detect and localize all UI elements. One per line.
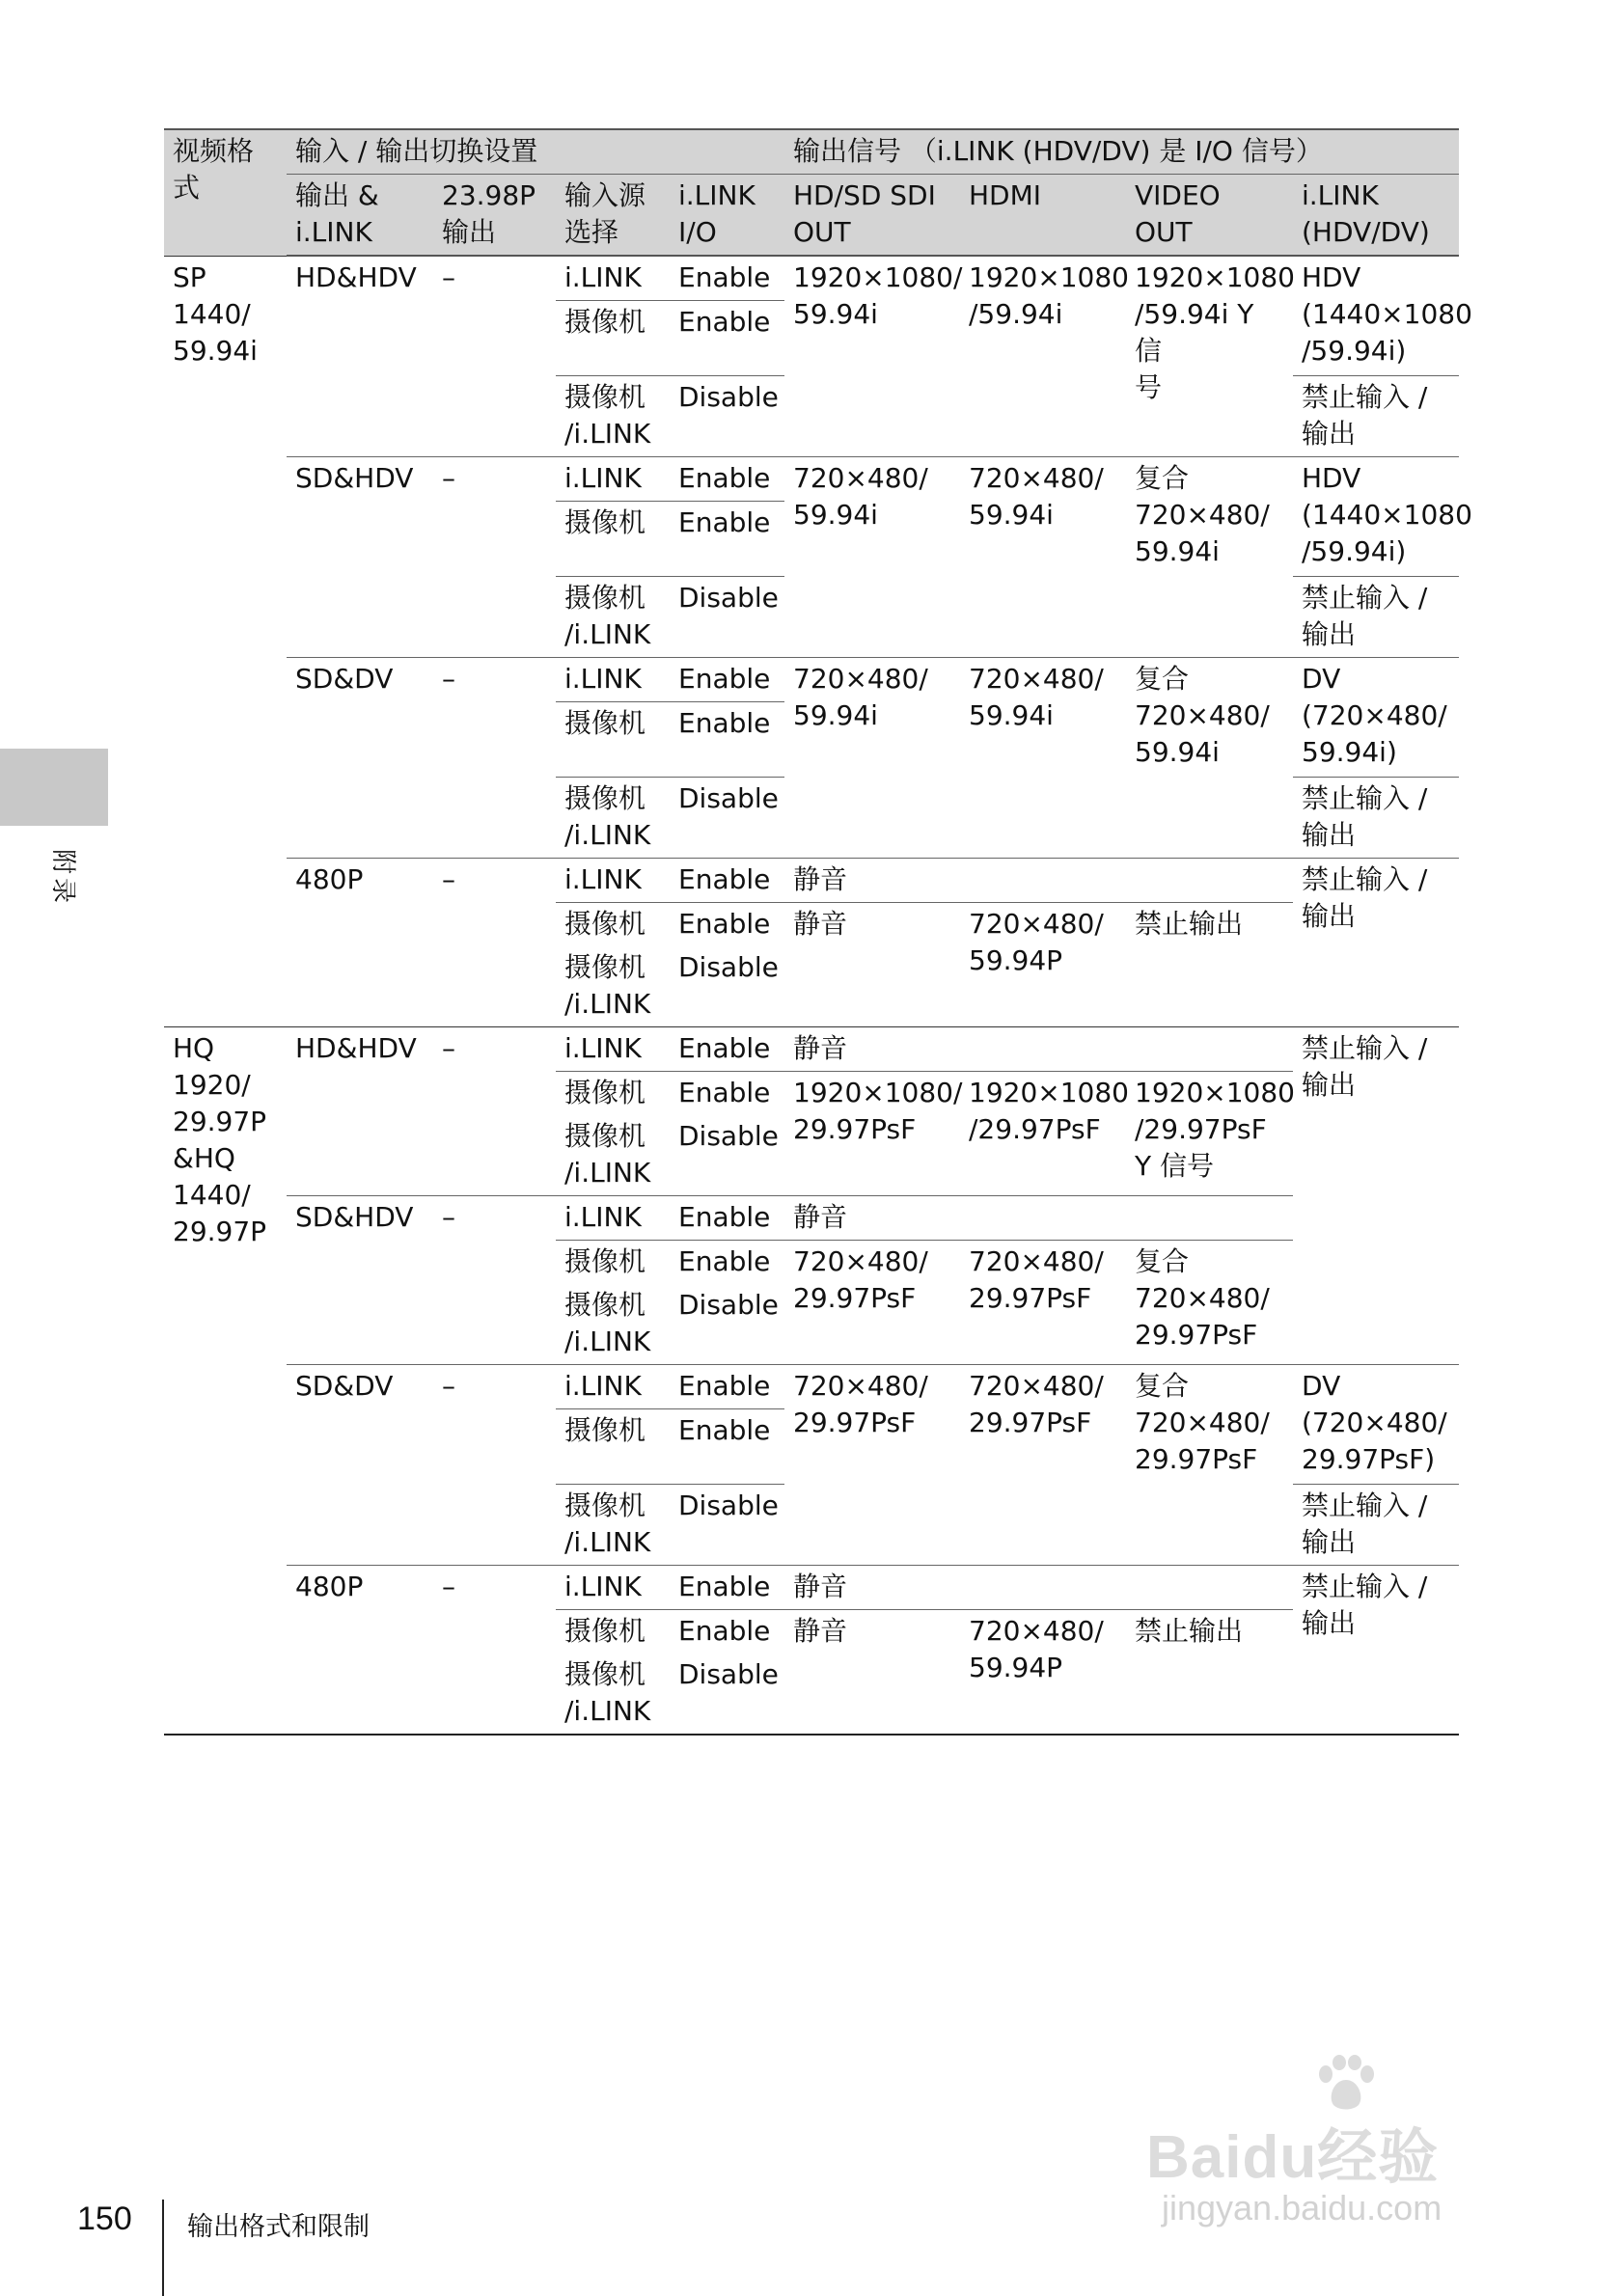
io-cell: Disable: [670, 577, 784, 658]
io-cell: Enable: [670, 1409, 784, 1485]
source-cell: i.LINK: [556, 1196, 670, 1241]
io-cell: Disable: [670, 376, 784, 457]
page-number: 150: [77, 2200, 132, 2237]
header-io-switch: 输入 / 输出切换设置: [287, 129, 784, 175]
io-cell: Disable: [678, 1120, 779, 1152]
source-cell: 摄像机: [556, 502, 670, 577]
io-cell: Enable: [670, 1196, 784, 1241]
source-cell: i.LINK: [556, 1365, 670, 1409]
paw-icon: [1312, 2055, 1380, 2113]
mute-cell: 静音: [784, 859, 1293, 903]
sdi-cell: 静音: [784, 903, 960, 1027]
source-cell: 摄像机: [556, 1072, 670, 1116]
video-out-cell: 复合 720×480/ 29.97PsF: [1126, 1241, 1293, 1365]
header-ilink-io: i.LINK I/O: [670, 175, 784, 257]
footer-divider: [162, 2200, 164, 2296]
ilink-cell: 禁止输入 / 输出: [1293, 1566, 1459, 1735]
sdi-cell: 1920×1080/ 59.94i: [784, 256, 960, 457]
mode-cell: SD&HDV: [287, 1196, 433, 1365]
io-cell: Disable: [678, 1289, 779, 1321]
source-cell: i.LINK: [556, 457, 670, 502]
io-cell: Enable: [670, 502, 784, 577]
io-cell: Enable: [670, 1072, 784, 1116]
mode-cell: SD&HDV: [287, 457, 433, 658]
mute-cell: 静音: [784, 1196, 1293, 1241]
source-cell: i.LINK: [556, 658, 670, 702]
p2398-cell: –: [433, 859, 556, 1027]
sdi-cell: 静音: [784, 1610, 960, 1735]
ilink-cell: HDV (1440×1080 /59.94i): [1293, 256, 1459, 376]
ilink-cell: DV (720×480/ 59.94i): [1293, 658, 1459, 778]
footer-title: 输出格式和限制: [187, 2212, 370, 2242]
sdi-cell: 720×480/ 59.94i: [784, 457, 960, 658]
sdi-cell: 1920×1080/ 29.97PsF: [784, 1072, 960, 1196]
video-out-cell: 复合 720×480/ 29.97PsF: [1126, 1365, 1293, 1566]
ilink-cell: 禁止输入 / 输出: [1293, 1027, 1459, 1365]
mode-cell: SD&DV: [287, 658, 433, 859]
source-cell: 摄像机: [556, 1610, 670, 1654]
io-cell: Enable: [670, 903, 784, 947]
p2398-cell: –: [433, 1027, 556, 1196]
watermark-url: jingyan.baidu.com: [1162, 2188, 1442, 2228]
p2398-cell: –: [433, 457, 556, 658]
p2398-cell: –: [433, 256, 556, 457]
io-cell: Enable: [670, 1566, 784, 1610]
header-output-signal: 输出信号 （i.LINK (HDV/DV) 是 I/O 信号）: [784, 129, 1459, 175]
hdmi-cell: 720×480/ 59.94i: [960, 457, 1126, 658]
source-cell: 摄像机: [556, 301, 670, 376]
hdmi-cell: 720×480/ 59.94i: [960, 658, 1126, 859]
output-format-table: [164, 128, 1472, 1734]
mute-cell: 静音: [784, 1027, 1293, 1072]
source-cell: 摄像机 /i.LINK: [564, 1120, 651, 1189]
mode-cell: HD&HDV: [287, 256, 433, 457]
sdi-cell: 720×480/ 29.97PsF: [784, 1365, 960, 1566]
io-cell: Enable: [670, 256, 784, 301]
source-cell: 摄像机: [556, 1409, 670, 1485]
io-cell: Enable: [670, 1365, 784, 1409]
p2398-cell: –: [433, 1566, 556, 1735]
video-out-cell: 禁止输出: [1126, 1610, 1293, 1735]
hdmi-cell: 1920×1080 /59.94i: [960, 256, 1126, 457]
io-cell: Disable: [670, 778, 784, 859]
sdi-cell: 720×480/ 59.94i: [784, 658, 960, 859]
io-cell: Disable: [670, 1485, 784, 1566]
header-hdmi: HDMI: [960, 175, 1126, 257]
format-hq: HQ 1920/ 29.97P &HQ 1440/ 29.97P: [164, 1027, 287, 1735]
format-sp: SP 1440/ 59.94i: [164, 256, 287, 1027]
ilink-cell: 禁止输入 / 输出: [1293, 376, 1459, 457]
video-out-cell: 复合 720×480/ 59.94i: [1126, 658, 1293, 859]
io-cell: Enable: [670, 859, 784, 903]
source-cell: i.LINK: [556, 1566, 670, 1610]
io-cell: Disable: [678, 1658, 779, 1690]
mode-cell: 480P: [287, 859, 433, 1027]
ilink-cell: 禁止输入 / 输出: [1293, 778, 1459, 859]
header-2398p-output: 23.98P 输出: [433, 175, 556, 257]
mute-cell: 静音: [784, 1566, 1293, 1610]
ilink-cell: DV (720×480/ 29.97PsF): [1293, 1365, 1459, 1485]
watermark-brand: Baidu经验: [1146, 2124, 1440, 2191]
p2398-cell: –: [433, 658, 556, 859]
header-output-ilink: 输出 & i.LINK: [287, 175, 433, 257]
io-cell: Disable: [678, 951, 779, 983]
source-cell: i.LINK: [556, 859, 670, 903]
io-cell: Enable: [670, 1241, 784, 1285]
section-tab-marker: [0, 749, 108, 826]
source-cell: i.LINK: [556, 256, 670, 301]
source-cell: 摄像机 /i.LINK: [556, 577, 670, 658]
source-cell: 摄像机 /i.LINK: [556, 376, 670, 457]
source-cell: 摄像机 /i.LINK: [564, 1658, 651, 1727]
video-out-cell: 禁止输出: [1126, 903, 1293, 1027]
mode-cell: SD&DV: [287, 1365, 433, 1566]
source-cell: 摄像机 /i.LINK: [556, 778, 670, 859]
source-cell: 摄像机 /i.LINK: [556, 1485, 670, 1566]
hdmi-cell: 720×480/ 59.94P: [960, 1610, 1126, 1735]
hdmi-cell: 720×480/ 59.94P: [960, 903, 1126, 1027]
hdmi-cell: 720×480/ 29.97PsF: [960, 1365, 1126, 1566]
source-cell: 摄像机 /i.LINK: [564, 951, 651, 1020]
io-cell: Enable: [670, 301, 784, 376]
mode-cell: HD&HDV: [287, 1027, 433, 1196]
source-cell: 摄像机 /i.LINK: [564, 1289, 651, 1357]
mode-cell: 480P: [287, 1566, 433, 1735]
header-sdi-out: HD/SD SDI OUT: [784, 175, 960, 257]
io-cell: Enable: [670, 702, 784, 778]
section-tab-label: 附录: [48, 849, 77, 908]
hdmi-cell: 1920×1080 /29.97PsF: [960, 1072, 1126, 1196]
sdi-cell: 720×480/ 29.97PsF: [784, 1241, 960, 1365]
ilink-cell: 禁止输入 / 输出: [1293, 1485, 1459, 1566]
baidu-watermark: [1137, 2055, 1542, 2267]
source-cell: i.LINK: [556, 1027, 670, 1072]
video-out-cell: 1920×1080 /29.97PsF Y 信号: [1126, 1072, 1293, 1196]
io-cell: Enable: [670, 658, 784, 702]
io-cell: Enable: [670, 1027, 784, 1072]
ilink-cell: 禁止输入 / 输出: [1293, 859, 1459, 1027]
source-cell: 摄像机: [556, 1241, 670, 1285]
video-out-cell: 复合 720×480/ 59.94i: [1126, 457, 1293, 658]
p2398-cell: –: [433, 1196, 556, 1365]
source-cell: 摄像机: [556, 903, 670, 947]
header-input-source: 输入源 选择: [556, 175, 670, 257]
ilink-cell: 禁止输入 / 输出: [1293, 577, 1459, 658]
source-cell: 摄像机: [556, 702, 670, 778]
video-out-cell: 1920×1080 /59.94i Y 信 号: [1126, 256, 1293, 457]
ilink-cell: HDV (1440×1080 /59.94i): [1293, 457, 1459, 577]
header-video-out: VIDEO OUT: [1126, 175, 1293, 257]
io-cell: Enable: [670, 1610, 784, 1654]
io-cell: Enable: [670, 457, 784, 502]
header-video-format: 视频格 式: [164, 129, 287, 256]
p2398-cell: –: [433, 1365, 556, 1566]
hdmi-cell: 720×480/ 29.97PsF: [960, 1241, 1126, 1365]
table-bottom-rule: [164, 1734, 1459, 1736]
header-ilink-hdv-dv: i.LINK (HDV/DV): [1293, 175, 1459, 257]
